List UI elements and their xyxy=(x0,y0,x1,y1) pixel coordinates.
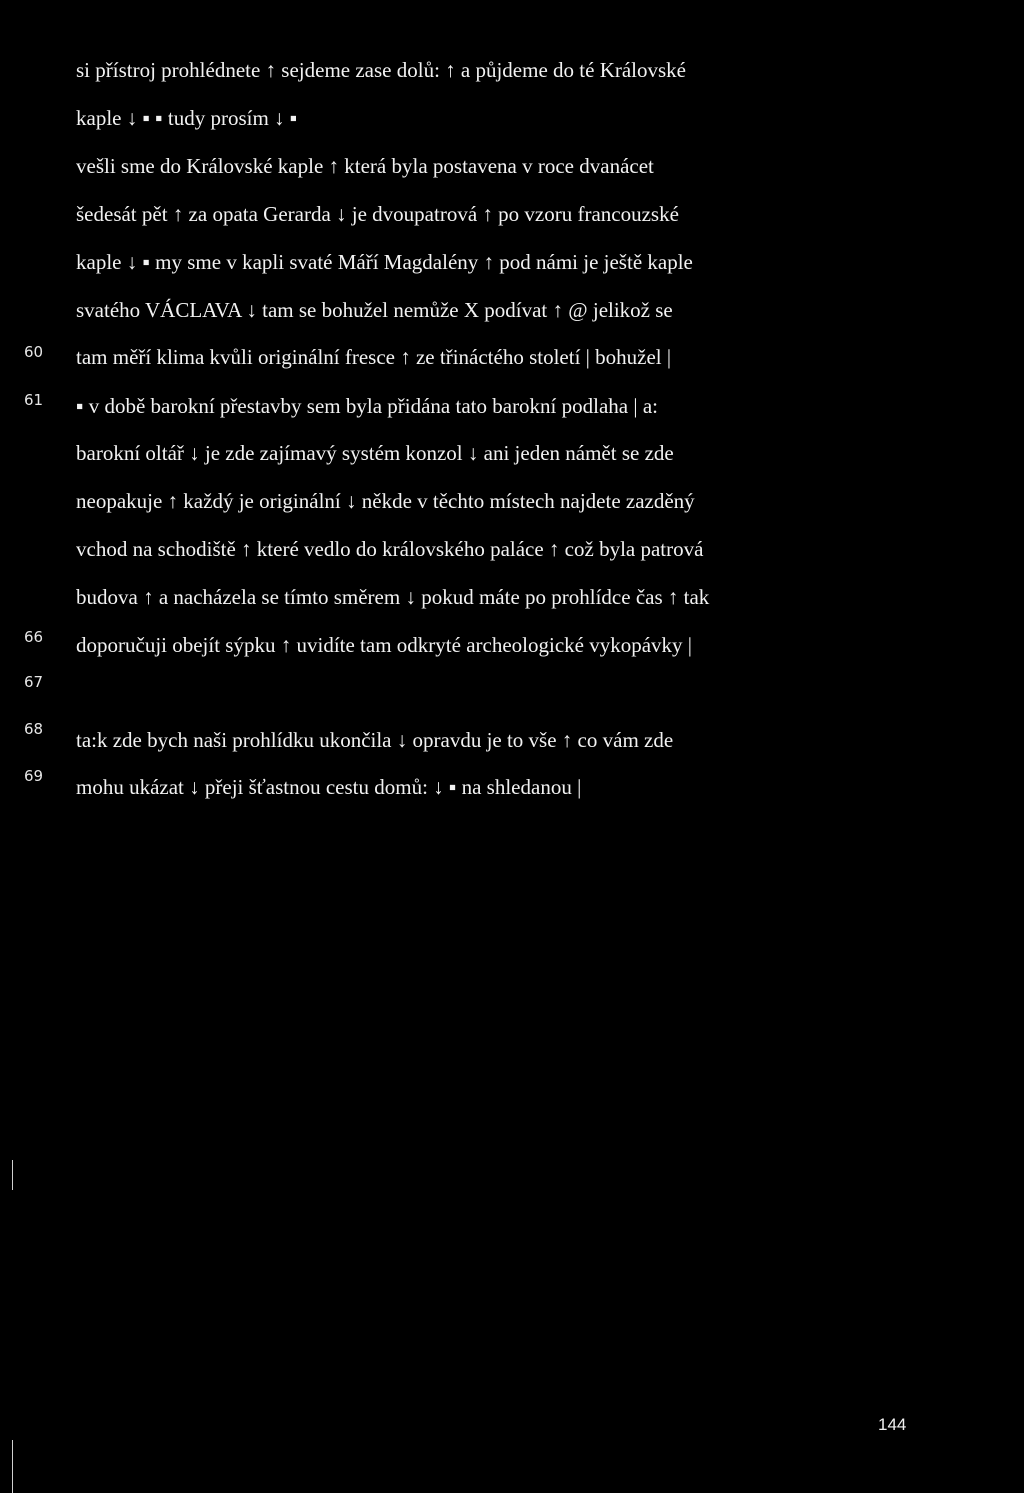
transcript-line-15: mohu ukázat ↓ přeji šťastnou cestu domů: ↓ ▪ na shledanou | xyxy=(76,775,582,799)
page-number: 144 xyxy=(878,1415,907,1434)
transcript-line-13: doporučuji obejít sýpku ↑ uvidíte tam odkryté archeologické vykopávky | xyxy=(76,633,692,657)
transcript-line-9: barokní oltář ↓ je zde zajímavý systém konzol ↓ ani jeden námět se zde xyxy=(76,441,674,465)
line-number: 69 xyxy=(24,767,44,785)
transcript-line-3: vešli sme do Královské kaple ↑ která byla postavena v roce dvanácet xyxy=(76,154,654,178)
scan-margin-mark xyxy=(12,1440,13,1493)
line-number: 61 xyxy=(24,391,44,409)
line-number: 68 xyxy=(24,720,44,738)
scan-margin-mark xyxy=(12,1160,13,1190)
transcript-line-1: si přístroj prohlédnete ↑ sejdeme zase dolů: ↑ a půjdeme do té Královské xyxy=(76,58,686,82)
transcript-line-12: budova ↑ a nacházela se tímto směrem ↓ pokud máte po prohlídce čas ↑ tak xyxy=(76,585,710,609)
transcript-line-10: neopakuje ↑ každý je originální ↓ někde v těchto místech najdete zazděný xyxy=(76,489,695,513)
transcript-line-4: šedesát pět ↑ za opata Gerarda ↓ je dvoupatrová ↑ po vzoru francouzské xyxy=(76,202,679,226)
transcript-line-7: tam měří klima kvůli originální fresce ↑ ze třináctého století | bohužel | xyxy=(76,345,672,369)
line-number: 66 xyxy=(24,628,44,646)
transcript-line-5: kaple ↓ ▪ my sme v kapli svaté Máří Magdalény ↑ pod námi je ještě kaple xyxy=(76,250,693,274)
transcript-line-14: ta:k zde bych naši prohlídku ukončila ↓ opravdu je to vše ↑ co vám zde xyxy=(76,728,674,752)
transcript-line-2: kaple ↓ ▪ ▪ tudy prosím ↓ ▪ xyxy=(76,106,298,130)
line-number: 60 xyxy=(24,343,44,361)
transcript-line-8: ▪ v době barokní přestavby sem byla přidána tato barokní podlaha | a: xyxy=(76,394,658,418)
line-number: 67 xyxy=(24,673,44,691)
transcript-line-11: vchod na schodiště ↑ které vedlo do královského paláce ↑ což byla patrová xyxy=(76,537,704,561)
transcript-line-6: svatého VÁCLAVA ↓ tam se bohužel nemůže X podívat ↑ @ jelikož se xyxy=(76,298,673,322)
